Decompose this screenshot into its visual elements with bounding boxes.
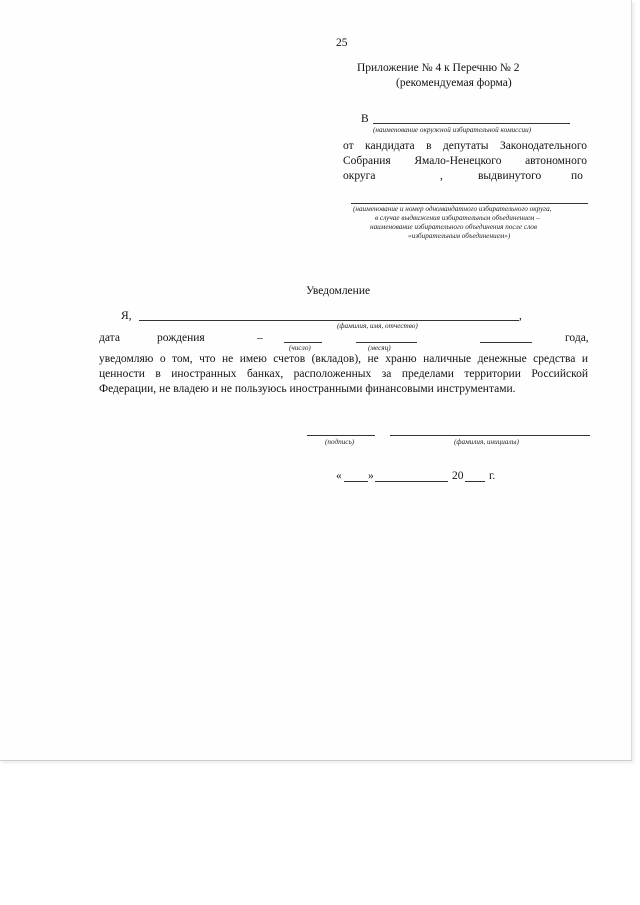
addressee-prefix: В [361,113,369,125]
date-close-quote: » [368,470,374,482]
appendix-title: Приложение № 4 к Перечню № 2 [357,62,520,74]
candidate-line-3b: , [440,170,443,182]
fio-line[interactable] [139,320,519,321]
date-year-suffix: г. [489,470,496,482]
page-number: 25 [336,37,348,49]
date-open-quote: « [336,470,342,482]
candidate-line-3c: выдвинутого [478,170,542,182]
paragraph-line-3: Федерации, не владею и не пользуюсь иностранными финансовыми инструментами. [99,383,516,395]
district-hint-4: «избирательным объединением») [408,232,511,240]
paragraph-line-1: уведомляю о том, что не имею счетов (вкладов), не храню наличные денежные средства и [99,353,588,365]
document-title: Уведомление [306,285,371,297]
month-line[interactable] [356,342,417,343]
signature-line[interactable] [307,435,375,436]
candidate-line-2: Собрания Ямало-Ненецкого автономного [343,155,587,167]
initials-line[interactable] [390,435,590,436]
district-hint-1: (наименование и номер одномандатного избирательного округа, [353,205,552,213]
paragraph-line-2: ценности в иностранных банках, расположенных за пределами территории Российской [99,368,588,380]
district-hint-2: в случае выдвижения избирательным объединением – [375,214,540,222]
date-year-line[interactable] [465,481,485,482]
day-line[interactable] [284,342,322,343]
date-day-line[interactable] [344,481,368,482]
commission-line[interactable] [373,123,570,124]
candidate-line-1: от кандидата в депутаты Законодательного [343,140,587,152]
date-century: 20 [452,470,464,482]
commission-hint: (наименование окружной избирательной комиссии) [373,126,532,134]
ya-label: Я, [121,310,132,322]
candidate-line-3d: по [571,170,583,182]
birth-dash: – [257,332,263,344]
candidate-line-3a: округа [343,170,376,182]
district-line[interactable] [351,203,588,204]
birth-word-2: рождения [157,332,205,344]
fio-hint: (фамилия, имя, отчество) [337,322,418,330]
month-hint: (месяц) [368,344,391,352]
initials-hint: (фамилия, инициалы) [454,438,519,446]
signature-hint: (подпись) [325,438,355,446]
date-month-line[interactable] [375,481,448,482]
day-hint: (число) [289,344,311,352]
birth-word-1: дата [99,332,120,344]
year-word: года, [565,332,589,344]
form-note: (рекомендуемая форма) [396,77,512,89]
year-line[interactable] [480,342,532,343]
fio-comma: , [519,310,522,322]
district-hint-3: наименование избирательного объединения после слов [370,223,538,231]
